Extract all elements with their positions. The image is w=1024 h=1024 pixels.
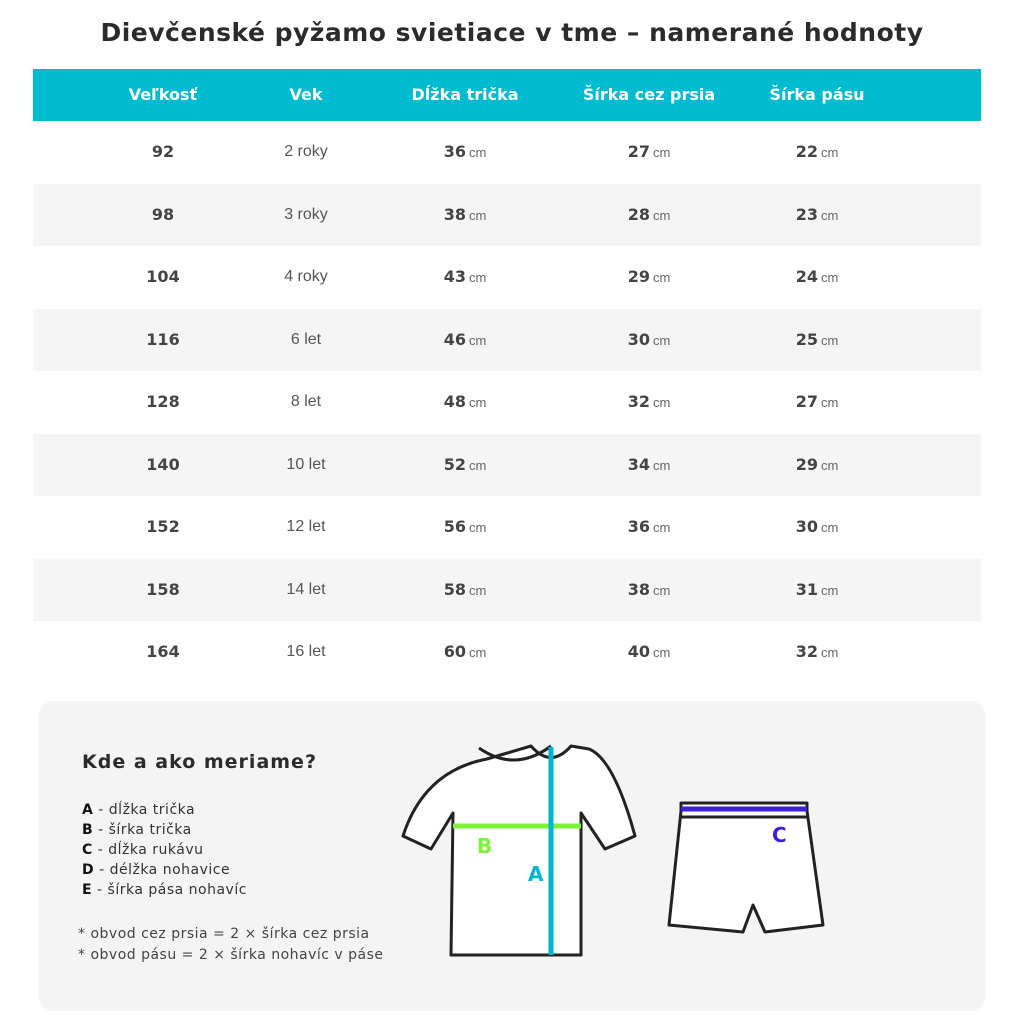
cell-unit: cm [820, 270, 839, 285]
table-row [33, 621, 981, 684]
cell-chest [628, 246, 671, 309]
size-table [33, 69, 981, 684]
cell-waist [796, 559, 839, 622]
cell-age: 6 let [290, 330, 322, 348]
cell-waist-value: 30 [795, 517, 818, 536]
cell-chest [628, 309, 671, 372]
cell-waist-value: 27 [795, 392, 818, 411]
cell-length-value: 52 [443, 454, 466, 474]
cell-waist [796, 371, 839, 434]
header-chest-width: Šírka cez prsia [582, 85, 716, 104]
cell-unit: cm [652, 645, 671, 660]
shorts-illustration [669, 803, 823, 932]
cell-waist [796, 434, 839, 497]
cell-length [444, 559, 487, 622]
cell-chest-value: 34 [627, 454, 650, 474]
cell-length [444, 309, 487, 372]
cell-age: 12 let [286, 518, 326, 535]
table-row [33, 434, 981, 497]
diagram-label-a: A [528, 862, 544, 886]
table-body [33, 121, 981, 684]
diagram-label-c: C [772, 823, 787, 847]
cell-chest [628, 559, 671, 622]
cell-unit: cm [652, 207, 671, 223]
cell-unit: cm [820, 520, 839, 535]
cell-waist [796, 121, 839, 184]
cell-length-value: 58 [443, 579, 466, 599]
diagram-label-b: B [477, 834, 493, 858]
header-age: Vek [289, 85, 323, 104]
cell-size: 158 [146, 579, 180, 599]
legend-item-a: A - dĺžka trička [82, 802, 196, 818]
cell-size: 98 [151, 204, 175, 224]
measurement-info-panel [39, 701, 985, 1011]
legend-item-c: C - dĺžka rukávu [82, 842, 204, 858]
cell-unit: cm [820, 582, 839, 598]
cell-unit: cm [652, 332, 671, 348]
cell-unit: cm [820, 457, 839, 473]
cell-length [444, 121, 487, 184]
cell-age: 10 let [286, 455, 326, 473]
cell-length [444, 246, 487, 309]
note-waist: * obvod pásu = 2 × šírka nohavíc v páse [78, 947, 384, 963]
cell-unit: cm [468, 395, 487, 410]
cell-waist-value: 25 [795, 329, 818, 349]
info-title: Kde a ako meriame? [82, 751, 317, 773]
cell-waist-value: 24 [795, 267, 818, 286]
header-shirt-length: Dĺžka trička [411, 85, 519, 104]
garment-diagram [39, 701, 985, 1011]
table-row [33, 371, 981, 434]
cell-length-value: 56 [443, 517, 466, 536]
cell-length-value: 46 [443, 329, 466, 349]
cell-waist-value: 29 [795, 454, 818, 474]
cell-size: 140 [146, 454, 180, 474]
cell-waist [796, 184, 839, 247]
cell-unit: cm [820, 145, 839, 160]
note-chest: * obvod cez prsia = 2 × šírka cez prsia [78, 926, 370, 942]
cell-age: 2 roky [284, 143, 328, 160]
table-row [33, 559, 981, 622]
cell-unit: cm [468, 582, 487, 598]
cell-waist [796, 496, 839, 559]
cell-unit: cm [652, 145, 671, 160]
cell-unit: cm [652, 395, 671, 410]
cell-chest-value: 29 [627, 267, 650, 286]
cell-age: 8 let [290, 393, 322, 410]
cell-chest-value: 40 [627, 642, 650, 661]
cell-chest-value: 38 [627, 579, 650, 599]
header-size: Veľkosť [128, 85, 198, 104]
cell-age: 16 let [286, 643, 326, 660]
table-row [33, 246, 981, 309]
table-row [33, 309, 981, 372]
cell-unit: cm [468, 145, 487, 160]
cell-unit: cm [820, 332, 839, 348]
cell-unit: cm [468, 520, 487, 535]
table-header [33, 69, 981, 121]
cell-length-value: 38 [443, 204, 466, 224]
cell-unit: cm [820, 395, 839, 410]
legend-item-b: B - šírka trička [82, 822, 192, 838]
cell-unit: cm [652, 520, 671, 535]
cell-waist-value: 22 [795, 142, 818, 161]
cell-size: 128 [146, 392, 180, 411]
cell-chest [628, 621, 671, 684]
page-title: Dievčenské pyžamo svietiace v tme – namerané hodnoty [100, 18, 924, 47]
cell-length [444, 434, 487, 497]
legend-item-e: E - šírka pása nohavíc [82, 882, 247, 898]
cell-waist-value: 32 [795, 642, 818, 661]
table-row [33, 184, 981, 247]
table-row [33, 496, 981, 559]
cell-size: 164 [146, 642, 180, 661]
cell-waist [796, 309, 839, 372]
cell-length [444, 371, 487, 434]
cell-unit: cm [820, 207, 839, 223]
cell-size: 104 [146, 267, 180, 286]
cell-chest-value: 28 [627, 204, 650, 224]
cell-unit: cm [468, 457, 487, 473]
cell-unit: cm [820, 645, 839, 660]
cell-waist-value: 31 [795, 579, 818, 599]
cell-age: 4 roky [284, 268, 328, 285]
cell-unit: cm [468, 207, 487, 223]
cell-chest-value: 36 [627, 517, 650, 536]
cell-chest [628, 371, 671, 434]
header-waist-width: Šírka pásu [769, 85, 865, 104]
cell-waist [796, 621, 839, 684]
cell-size: 116 [146, 329, 180, 349]
cell-waist-value: 23 [795, 204, 818, 224]
cell-unit: cm [652, 270, 671, 285]
cell-chest [628, 434, 671, 497]
cell-unit: cm [468, 270, 487, 285]
cell-length-value: 48 [443, 392, 466, 411]
table-row [33, 121, 981, 184]
cell-chest-value: 27 [627, 142, 650, 161]
cell-unit: cm [652, 582, 671, 598]
cell-unit: cm [468, 332, 487, 348]
cell-age: 3 roky [284, 205, 328, 223]
cell-waist [796, 246, 839, 309]
legend-item-d: D - délžka nohavice [82, 862, 231, 878]
cell-age: 14 let [286, 580, 326, 598]
cell-unit: cm [468, 645, 487, 660]
cell-chest [628, 496, 671, 559]
cell-unit: cm [652, 457, 671, 473]
cell-length [444, 496, 487, 559]
cell-length-value: 36 [443, 142, 466, 161]
cell-length-value: 43 [443, 267, 466, 286]
cell-chest [628, 121, 671, 184]
cell-length-value: 60 [443, 642, 466, 661]
cell-chest [628, 184, 671, 247]
cell-chest-value: 30 [627, 329, 650, 349]
tshirt-illustration [403, 746, 635, 955]
cell-chest-value: 32 [627, 392, 650, 411]
cell-length [444, 621, 487, 684]
cell-length [444, 184, 487, 247]
cell-size: 152 [146, 517, 180, 536]
cell-size: 92 [151, 142, 175, 161]
